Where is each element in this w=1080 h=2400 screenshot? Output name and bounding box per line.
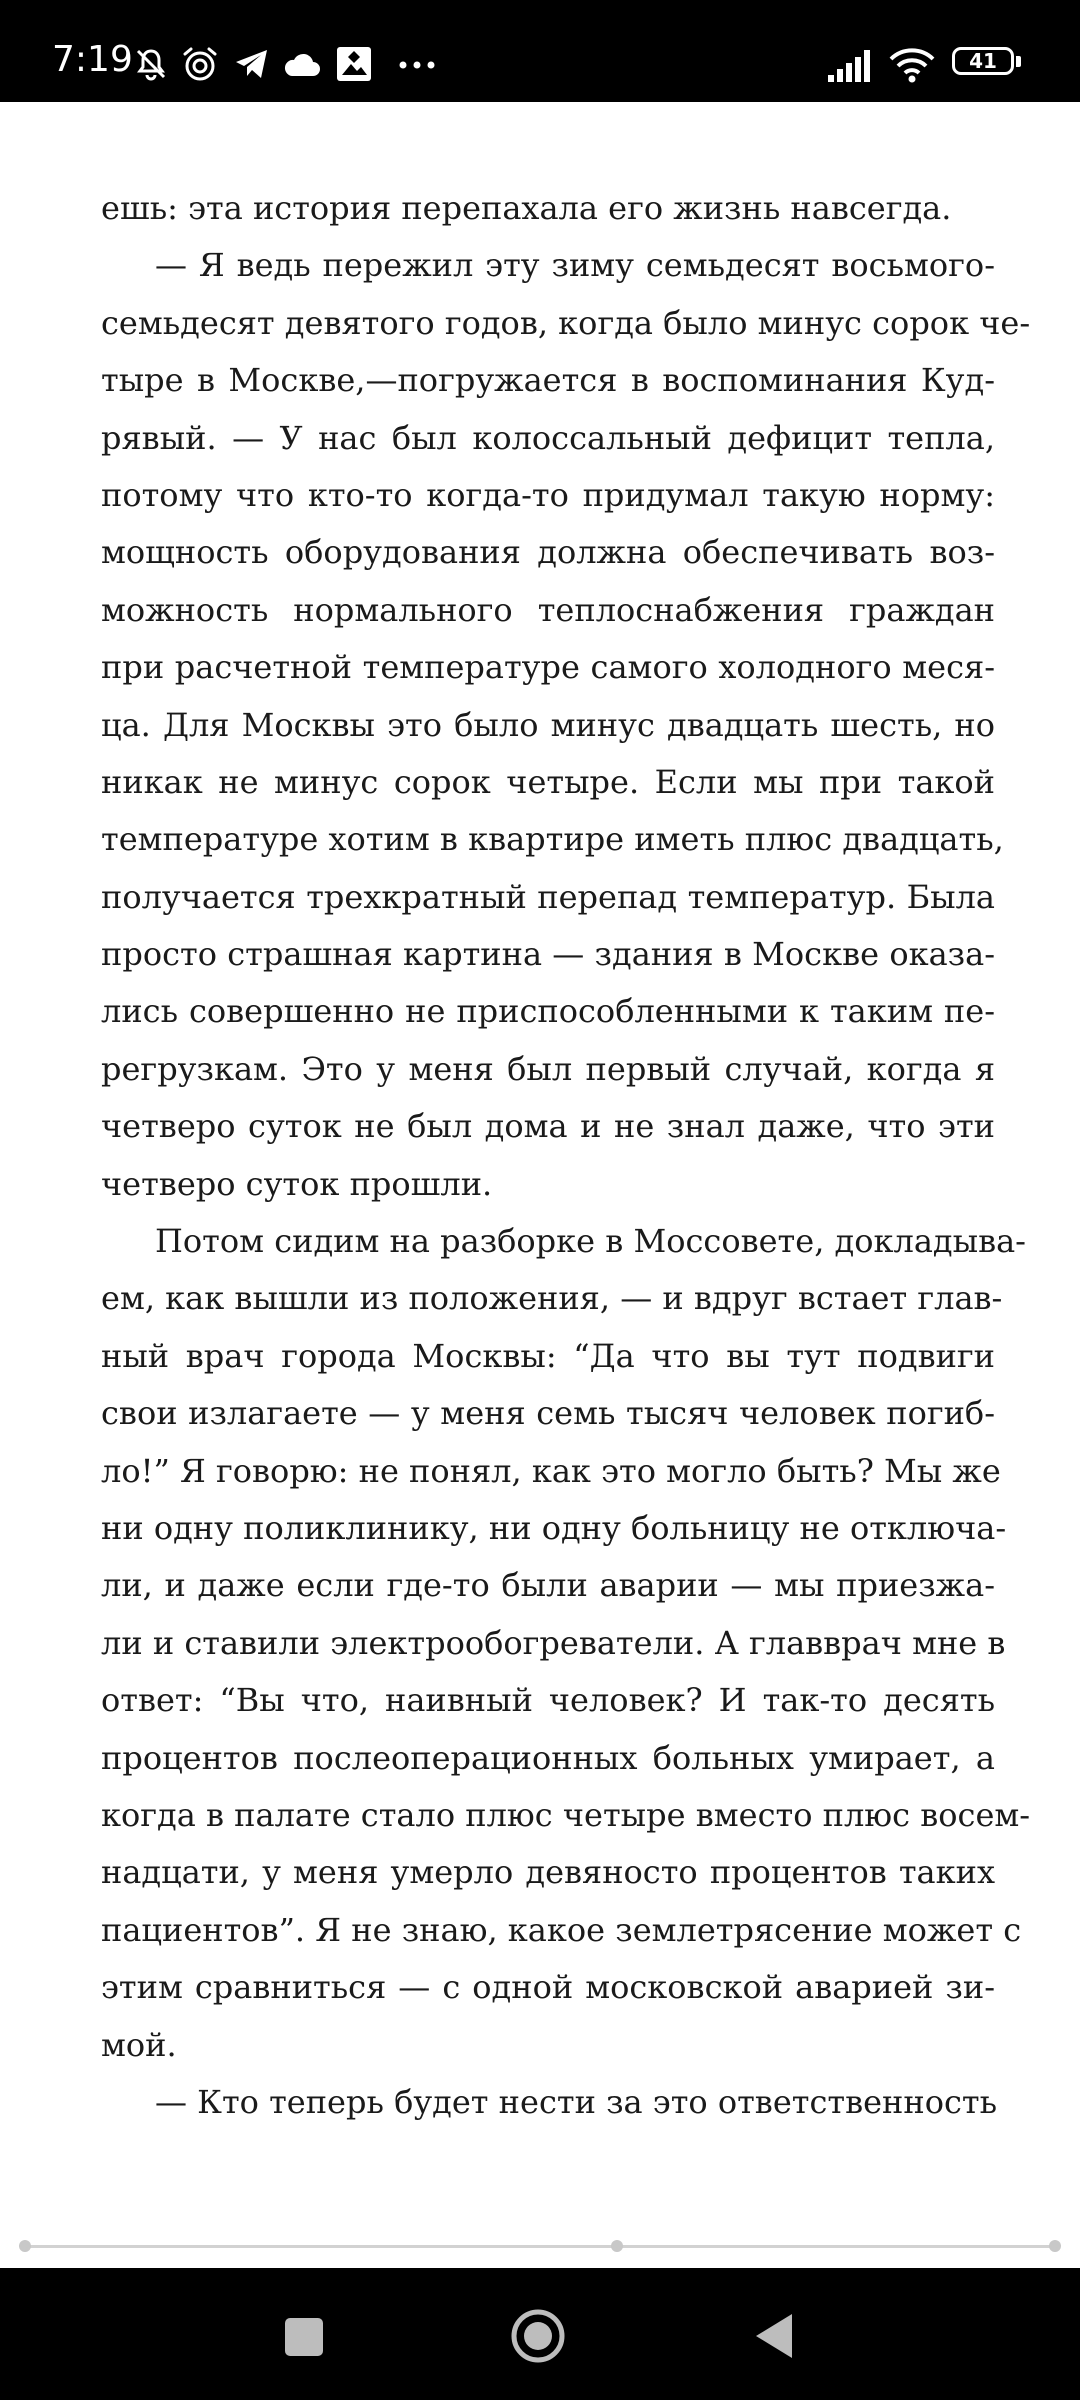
gallery-icon — [335, 45, 373, 83]
text-line: ем, как вышли из положения, — и вдруг встает глав- — [101, 1279, 1003, 1318]
more-dots-icon — [398, 60, 436, 70]
battery-tip — [1016, 56, 1021, 67]
back-button[interactable] — [752, 2312, 796, 2360]
text-line: свои излагаете — у меня семь тысяч человек погиб- — [101, 1394, 995, 1433]
text-line: четверо суток не был дома и не знал даже, что эти — [101, 1107, 995, 1146]
text-line: ца. Для Москвы это было минус двадцать шесть, но — [101, 705, 995, 744]
text-line: потому что кто-то когда-то придумал такую норму: — [101, 475, 995, 514]
text-line: тыре в Москве,—погружается в воспоминания Куд- — [101, 361, 995, 400]
text-line: ешь: эта история перепахала его жизнь навсегда. — [101, 189, 952, 227]
text-line: ло!” Я говорю: не понял, как это могло быть? Мы же — [101, 1451, 1001, 1490]
text-line: ответ: “Вы что, наивный человек? И так-то десять — [101, 1681, 995, 1720]
text-line: температуре хотим в квартире иметь плюс двадцать, — [101, 820, 1004, 859]
text-line: лись совершенно не приспособленными к таким пе- — [101, 992, 995, 1031]
text-line: когда в палате стало плюс четыре вместо плюс восем- — [101, 1795, 1031, 1834]
text-line: надцати, у меня умерло девяносто процентов таких — [101, 1853, 995, 1892]
progress-start-dot — [19, 2240, 31, 2252]
text-line: ни одну поликлинику, ни одну больницу не отключа- — [101, 1508, 1007, 1547]
navigation-bar — [0, 2268, 1080, 2400]
text-line: получается трехкратный перепад температур. Была — [101, 877, 995, 916]
text-line: мощность оборудования должна обеспечивать воз- — [101, 533, 995, 572]
text-line: — Кто теперь будет нести за это ответственность — [155, 2082, 997, 2121]
text-line: процентов послеоперационных больных умирает, а — [101, 1738, 995, 1777]
text-line: при расчетной температуре самого холодного меся- — [101, 648, 995, 687]
progress-end-dot — [1049, 2240, 1061, 2252]
progress-current-dot[interactable] — [611, 2240, 623, 2252]
reader-page[interactable] — [101, 180, 1031, 2131]
text-line: ли, и даже если где-то были аварии — мы приезжа- — [101, 1566, 995, 1605]
text-line: регрузкам. Это у меня был первый случай, когда я — [101, 1049, 995, 1088]
text-line: ли и ставили электрообогреватели. А главврач мне в — [101, 1623, 1006, 1662]
text-line: мой. — [101, 2025, 177, 2064]
text-line: этим сравниться — с одной московской аварией зи- — [101, 1968, 995, 2007]
signal-icon — [828, 48, 878, 82]
reading-progress-track[interactable] — [25, 2245, 1055, 2248]
battery-icon — [952, 47, 1014, 75]
text-line: просто страшная картина — здания в Москве оказа- — [101, 935, 995, 974]
bell-muted-icon — [133, 46, 169, 82]
text-line: — Я ведь пережил эту зиму семьдесят восьмого- — [155, 246, 995, 285]
home-button[interactable] — [510, 2308, 566, 2364]
text-line: ный врач города Москвы: “Да что вы тут подвиги — [101, 1336, 995, 1375]
text-line: рявый. — У нас был колоссальный дефицит тепла, — [101, 418, 995, 457]
alarm-icon — [181, 45, 219, 83]
text-line: никак не минус сорок четыре. Если мы при такой — [101, 762, 995, 801]
text-line: четверо суток прошли. — [101, 1164, 493, 1203]
text-line: семьдесят девятого годов, когда было минус сорок че- — [101, 303, 1031, 342]
status-time: 7:19 — [52, 39, 133, 80]
telegram-icon — [234, 48, 270, 80]
text-line: пациентов”. Я не знаю, какое землетрясение может с — [101, 1910, 1022, 1949]
battery-level: 41 — [969, 49, 997, 73]
text-line: можность нормального теплоснабжения граждан — [101, 590, 995, 629]
status-bar — [0, 0, 1080, 102]
recents-button[interactable] — [282, 2315, 326, 2359]
text-line: Потом сидим на разборке в Моссовете, докладыва- — [155, 1222, 1026, 1261]
wifi-icon — [888, 46, 936, 84]
cloud-icon — [283, 51, 321, 77]
